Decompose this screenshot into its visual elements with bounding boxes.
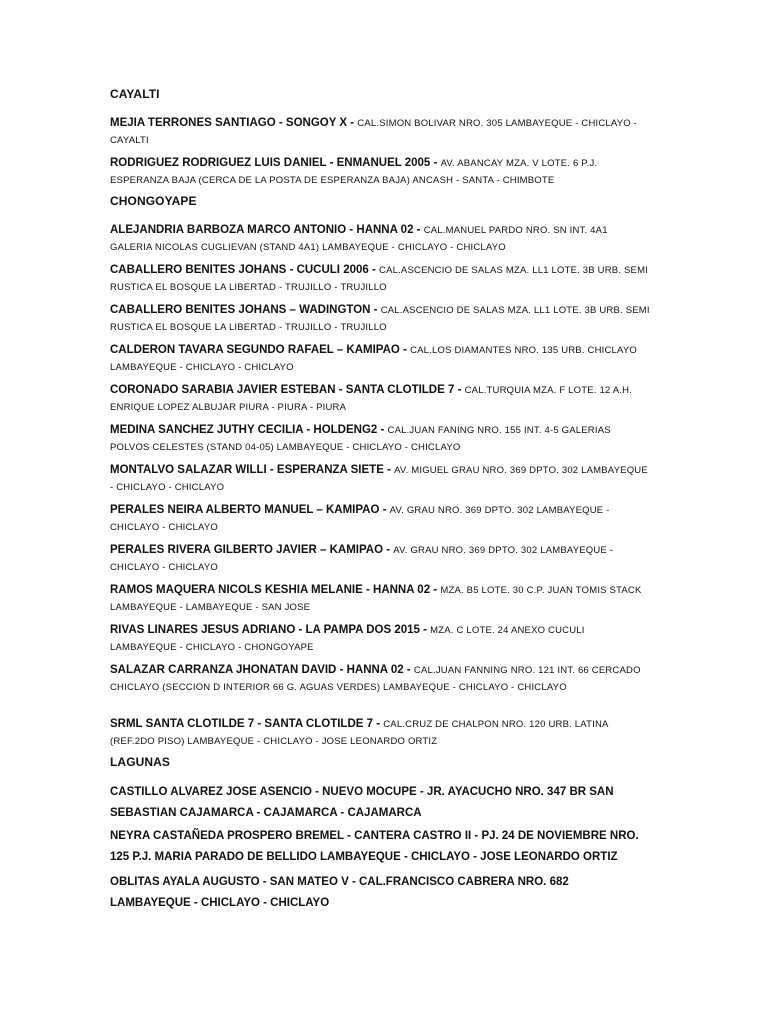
entry-name: NEYRA CASTAÑEDA PROSPERO BREMEL - CANTERA CASTRO II - [110,830,482,842]
list-item [110,825,650,867]
entry-address: CAL.JUAN FANING NRO. 155 INT. 4-5 GALERIAS POLVOS CELESTES (STAND 04-05) LAMBAYEQUE - CHICLAYO - CHICLAYO [110,425,611,453]
list-item [110,871,650,913]
list-item [110,301,650,335]
entry-address: CAL.ASCENCIO DE SALAS MZA. LL1 LOTE. 3B URB. SEMI RUSTICA EL BOSQUE LA LIBERTAD - TRUJILLO - TRUJILLO [110,265,649,293]
list-item [110,261,650,295]
entry-name: SALAZAR CARRANZA JHONATAN DAVID - HANNA 02 - [110,664,414,676]
entry-address: CAL.ASCENCIO DE SALAS MZA. LL1 LOTE. 3B URB. SEMI RUSTICA EL BOSQUE LA LIBERTAD - TRUJILLO - TRUJILLO [110,305,650,333]
entry-name: SRML SANTA CLOTILDE 7 - SANTA CLOTILDE 7 - [110,718,384,730]
entry-name: MEJIA TERRONES SANTIAGO - SONGOY X - [110,117,358,129]
list-item [110,581,650,615]
list-item [110,341,650,375]
entry-address: CAL.CRUZ DE CHALPON NRO. 120 URB. LATINA (REF.2DO PISO) LAMBAYEQUE - CHICLAYO - JOSE LEONARDO ORTIZ [110,719,609,747]
entry-address: AV. ABANCAY MZA. V LOTE. 6 P.J. ESPERANZA BAJA (CERCA DE LA POSTA DE ESPERANZA BAJA) ANCASH - SANTA - CHIMBOTE [110,158,598,186]
list-item [110,461,650,495]
entry-name: CABALLERO BENITES JOHANS – WADINGTON - [110,304,381,316]
entry-address: AV. MIGUEL GRAU NRO. 369 DPTO. 302 LAMBAYEQUE - CHICLAYO - CHICLAYO [110,465,648,493]
entry-address: AV. GRAU NRO. 369 DPTO. 302 LAMBAYEQUE - CHICLAYO - CHICLAYO [110,545,614,573]
entry-address: CAL.JUAN FANNING NRO. 121 INT. 66 CERCADO CHICLAYO (SECCION D INTERIOR 66 G. AGUAS VERDES) LAMBAYEQUE - CHICLAYO - CHICLAYO [110,665,641,693]
entry-address: MZA. C LOTE. 24 ANEXO CUCULI LAMBAYEQUE - CHICLAYO - CHONGOYAPE [110,625,585,653]
entry-address: CAL.TURQUIA MZA. F LOTE. 12 A.H. ENRIQUE LOPEZ ALBUJAR PIURA - PIURA - PIURA [110,385,633,413]
list-item [110,781,650,823]
entry-name: OBLITAS AYALA AUGUSTO - SAN MATEO V - [110,876,359,888]
entry-name: ALEJANDRIA BARBOZA MARCO ANTONIO - HANNA 02 - [110,224,424,236]
entry-address: MZA. B5 LOTE. 30 C.P. JUAN TOMIS STACK LAMBAYEQUE - LAMBAYEQUE - SAN JOSE [110,585,642,613]
list-item [110,154,650,188]
entry-address: AV. GRAU NRO. 369 DPTO. 302 LAMBAYEQUE - CHICLAYO - CHICLAYO [110,505,610,533]
entry-name: MEDINA SANCHEZ JUTHY CECILIA - HOLDENG2 - [110,424,388,436]
entry-name: RIVAS LINARES JESUS ADRIANO - LA PAMPA DOS 2015 - [110,624,431,636]
entry-address: CAL.SIMON BOLIVAR NRO. 305 LAMBAYEQUE - CHICLAYO - CAYALTI [110,118,638,146]
entry-name: CORONADO SARABIA JAVIER ESTEBAN - SANTA CLOTILDE 7 - [110,384,465,396]
entry-name: RAMOS MAQUERA NICOLS KESHIA MELANIE - HANNA 02 - [110,584,441,596]
entry-address: CAL.MANUEL PARDO NRO. SN INT. 4A1 GALERIA NICOLAS CUGLIEVAN (STAND 4A1) LAMBAYEQUE - CHICLAYO - CHICLAYO [110,225,608,253]
list-item [110,501,650,535]
list-item [110,421,650,455]
entry-name: MONTALVO SALAZAR WILLI - ESPERANZA SIETE - [110,464,395,476]
list-item [110,221,650,255]
entry-address: CAL.LOS DIAMANTES NRO. 135 URB. CHICLAYO LAMBAYEQUE - CHICLAYO - CHICLAYO [110,345,637,373]
entry-name: RODRIGUEZ RODRIGUEZ LUIS DANIEL - ENMANUEL 2005 - [110,157,441,169]
list-item [110,715,650,749]
list-item [110,541,650,575]
entry-name: PERALES RIVERA GILBERTO JAVIER – KAMIPAO - [110,544,394,556]
entry-name: CALDERON TAVARA SEGUNDO RAFAEL – KAMIPAO - [110,344,411,356]
section-heading-lagunas: LAGUNAS [110,755,171,769]
list-item [110,114,650,148]
section-heading-chongoyape: CHONGOYAPE [110,194,197,208]
entry-name: CABALLERO BENITES JOHANS - CUCULI 2006 - [110,264,380,276]
list-item [110,381,650,415]
section-heading-cayalti: CAYALTI [110,87,160,101]
entry-name: CASTILLO ALVAREZ JOSE ASENCIO - NUEVO MOCUPE - [110,786,427,798]
list-item [110,661,650,695]
list-item [110,621,650,655]
entry-name: PERALES NEIRA ALBERTO MANUEL – KAMIPAO - [110,504,390,516]
entry-address: JR. AYACUCHO NRO. 347 BR SAN SEBASTIAN CAJAMARCA - CAJAMARCA - CAJAMARCA [110,786,614,819]
entry-address: CAL.FRANCISCO CABRERA NRO. 682 LAMBAYEQUE - CHICLAYO - CHICLAYO [110,876,569,909]
entry-address: PJ. 24 DE NOVIEMBRE NRO. 125 P.J. MARIA PARADO DE BELLIDO LAMBAYEQUE - CHICLAYO - JOSE LEONARDO ORTIZ [110,830,639,863]
